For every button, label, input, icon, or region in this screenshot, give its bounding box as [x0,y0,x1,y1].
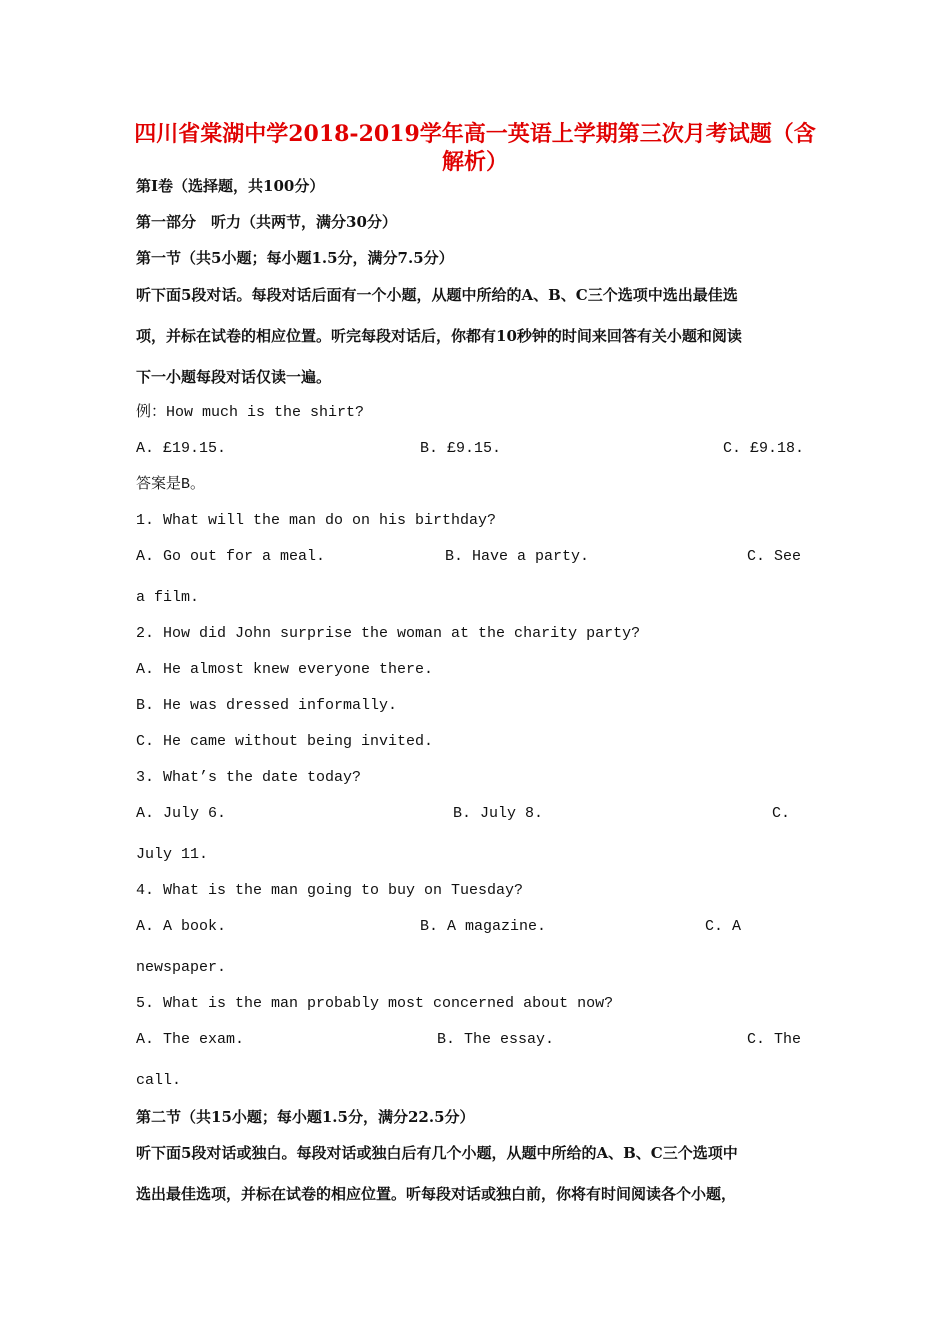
question-4: 4. What is the man going to buy on Tuesday? [136,882,524,899]
question-3-option-continuation: July 11. [136,846,209,863]
example-options [136,439,804,459]
title-line-1: 四川省棠湖中学2018-2019学年高一英语上学期第三次月考试题（含 [134,121,816,147]
section-1-instruction-line: 听下面5段对话。每段对话后面有一个小题，从题中所给的A、B、C三个选项中选出最佳选 [136,286,738,304]
part-heading: 第一部分 听力（共两节，满分30分） [136,213,397,231]
option-b: B. £9.15. [420,440,502,457]
option-a: A. Go out for a meal. [136,548,326,565]
option-c: C. A [705,918,742,935]
question-1: 1. What will the man do on his birthday? [136,512,497,529]
option-b: B. The essay. [437,1031,555,1048]
option-c: C. The [747,1031,802,1048]
question-4-option-continuation: newspaper. [136,959,227,976]
section-1-instruction-line: 项，并标在试卷的相应位置。听完每段对话后，你都有10秒钟的时间来回答有关小题和阅读 [136,327,742,345]
option-b: B. July 8. [453,805,544,822]
question-3-options [136,804,804,824]
volume-heading: 第Ⅰ卷（选择题，共100分） [136,177,325,195]
question-1-options [136,547,804,567]
option-a: A. He almost knew everyone there. [136,661,434,678]
question-1-option-continuation: a film. [136,589,200,606]
option-b: B. A magazine. [420,918,547,935]
option-a: A. The exam. [136,1031,245,1048]
question-5-options [136,1030,804,1050]
example-answer: 答案是B。 [136,476,206,493]
option-a: A. £19.15. [136,440,227,457]
question-3: 3. What’s the date today? [136,769,362,786]
option-c: C. £9.18. [722,440,804,457]
title-line-2: 解析） [441,149,508,175]
option-b: B. Have a party. [445,548,590,565]
option-a: A. A book. [136,918,227,935]
document-title [120,120,830,176]
section-1-instruction-line: 下一小题每段对话仅读一遍。 [136,368,332,386]
section-2-instruction-line: 选出最佳选项，并标在试卷的相应位置。听每段对话或独白前，你将有时间阅读各个小题， [136,1185,737,1203]
section-1-heading: 第一节（共5小题；每小题1.5分，满分7.5分） [136,249,454,267]
option-b: B. He was dressed informally. [136,697,398,714]
question-5-option-continuation: call. [136,1072,182,1089]
question-2: 2. How did John surprise the woman at the charity party? [136,625,641,642]
example-question: 例：How much is the shirt? [136,404,365,421]
section-2-instruction-line: 听下面5段对话或独白。每段对话或独白后有几个小题，从题中所给的A、B、C三个选项中 [136,1144,738,1162]
option-c: C. He came without being invited. [136,733,434,750]
option-c: C. See [747,548,802,565]
question-4-options [136,917,804,937]
option-c: C. [772,805,791,822]
option-a: A. July 6. [136,805,227,822]
question-5: 5. What is the man probably most concerned about now? [136,995,614,1012]
section-2-heading: 第二节（共15小题；每小题1.5分，满分22.5分） [136,1108,475,1126]
